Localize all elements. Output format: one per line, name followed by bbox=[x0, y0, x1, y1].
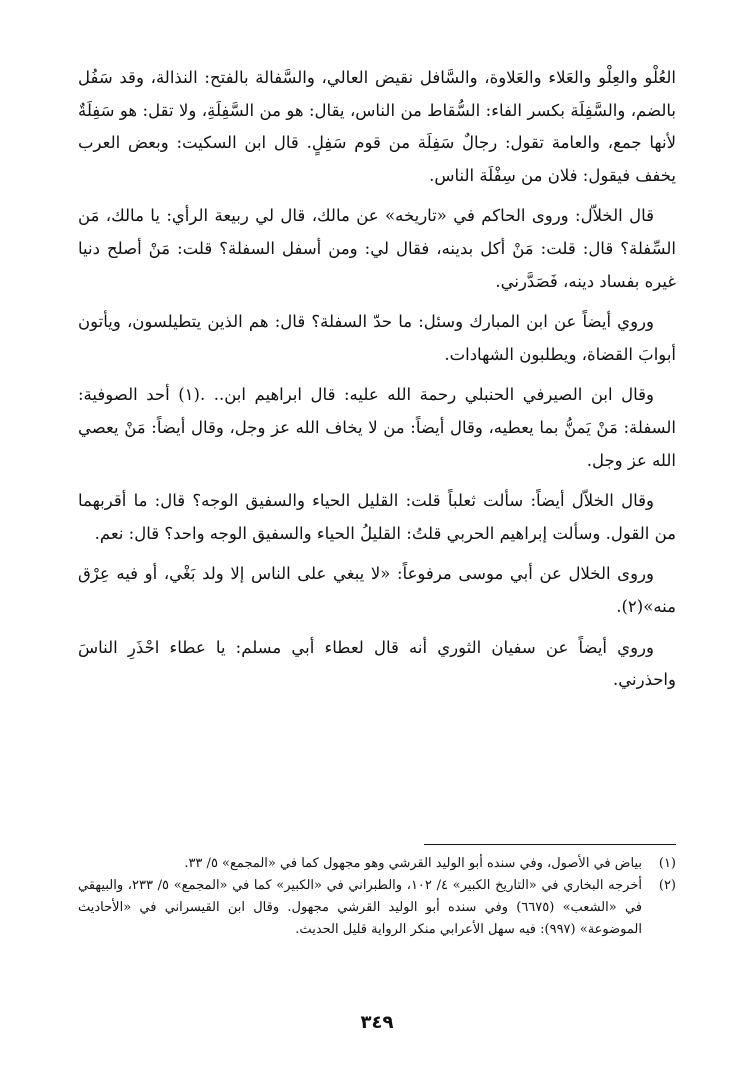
paragraph-6: وروى الخلال عن أبي موسى مرفوعاً: «لا يبغي على الناس إلا ولد بَغْي، أو فيه عِرْق منه»(٢). bbox=[78, 564, 676, 616]
footnotes bbox=[78, 853, 676, 941]
footnote-number: (١) bbox=[658, 856, 676, 871]
main-text bbox=[78, 62, 676, 705]
paragraph-1: العُلْو والعِلْو والعَلاء والعَلاوة، والسَّافل نقيض العالي، والسَّفالة بالفتح: النذالة، وقد سَفُل بالضم، والسَّفِلَة بكسر الفاء: السُّقاط من الناس، يقال: هو من السَّفِلَةِ، ولا تقل: هو سَفِلَةٌ لأنها جمع، والعامة تقول: رجالٌ سَفِلَة من قوم سَفِلٍ. قال ابن السكيت: وبعض العرب يخفف فيقول: فلان من سِفْلَة الناس. bbox=[78, 68, 676, 185]
paragraph-5: وقال الخلاّل أيضاً: سألت ثعلباً قلت: القليل الحياء والسفيق الوجه؟ قال: ما أقربهما من القول. وسألت إبراهيم الحربي قلتُ: القليلُ الحياء والسفيق الوجه واحد؟ قال: نعم. bbox=[78, 491, 676, 543]
footnote-divider bbox=[424, 844, 676, 845]
footnote-text: بياض في الأصول، وفي سنده أبو الوليد القرشي وهو مجهول كما في «المجمع» ٥/ ٣٣. bbox=[184, 856, 642, 871]
paragraph-7: وروي أيضاً عن سفيان الثوري أنه قال لعطاء أبي مسلم: يا عطاء احْذَرِ الناسَ واحذرني. bbox=[78, 637, 676, 690]
paragraph-2: قال الخلاّل: وروى الحاكم في «تاريخه» عن مالك، قال لي ربيعة الرأي: يا مالك، مَن السِّفلة؟ قال: قلت: مَنْ أكل بدينه، فقال لي: ومن أسفل السفلة؟ قلت: مَنْ أصلح دنيا غيره بفساد دينه، فَصَدَّرني. bbox=[78, 206, 676, 291]
paragraph-3: وروي أيضاً عن ابن المبارك وسئل: ما حدّ السفلة؟ قال: هم الذين يتطيلسون، ويأتون أبوابَ القضاة، ويطلبون الشهادات. bbox=[78, 312, 676, 364]
footnote-text: أخرجه البخاري في «التاريخ الكبير» ٤/ ١٠٢، والطبراني في «الكبير» كما في «المجمع» ٥/ ٢٣٣، والبيهقي في «الشعب» (٦٦٧٥) وفي سنده أبو الوليد القرشي مجهول. وقال ابن القيسراني في «الأحاديث الموضوعة» (٩٩٧): فيه سهل الأعرابي منكر الرواية قليل الحديث. bbox=[78, 878, 643, 937]
page-number: ٣٤٩ bbox=[360, 1012, 394, 1033]
footnote-1 bbox=[78, 853, 676, 875]
paragraph-4: وقال ابن الصيرفي الحنبلي رحمة الله عليه: قال ابراهيم ابن.. .(١) أحد الصوفية: السفلة: مَنْ يَمنُّ بما يعطيه، وقال أيضاً: من لا يخاف الله عز وجل، وقال أيضاً: مَنْ يعصي الله عز وجل. bbox=[78, 385, 676, 470]
footnote-number: (٢) bbox=[658, 878, 676, 893]
footnote-2 bbox=[78, 875, 676, 941]
